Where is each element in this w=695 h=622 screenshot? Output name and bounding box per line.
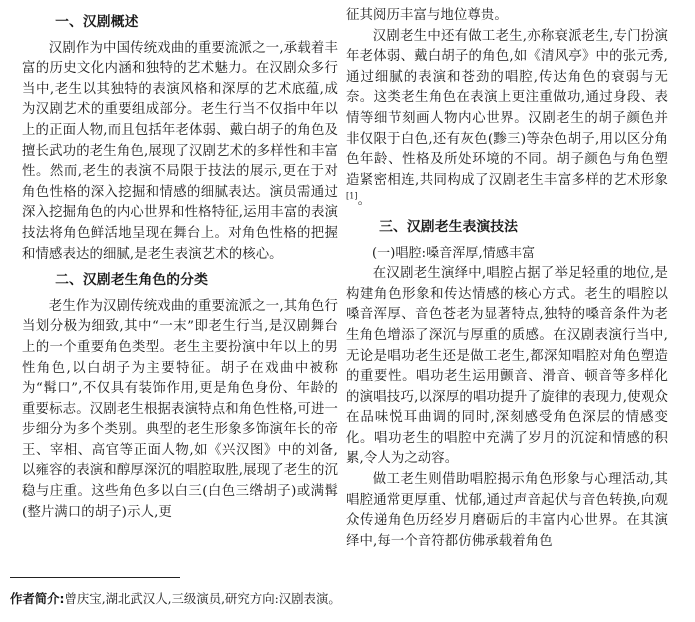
author-footnote xyxy=(10,590,341,608)
paragraph-overview: 汉剧作为中国传统戏曲的重要流派之一,承载着丰富的历史文化内涵和独特的艺术魅力。在汉剧众多行当中,老生以其独特的表演风格和深厚的艺术底蕴,成为汉剧艺术的重要组成部分。老生行当不仅指中年以上的正面人物,而且包括年老体弱、戴白胡子的角色及擅长武功的老生角色,展现了汉剧艺术的多样性和丰富性。然而,老生的表演不局限于技法的展示,更在于对角色性格的深入挖掘和情感的细腻表达。演员需通过深入挖掘角色的内心世界和性格特征,运用丰富的表演技法将角色鲜活地呈现在舞台上。对角色性格的把握和情感表达的细腻,是老生表演艺术的核心。 xyxy=(22,40,338,262)
paragraph-singing-2: 做工老生则借助唱腔揭示角色形象与心理活动,其唱腔通常更厚重、忧郁,通过声音起伏与音色转换,向观众传递角色历经岁月磨砺后的丰富内心世界。在其演绎中,每一个音符都仿佛承载着角色 xyxy=(346,472,668,549)
right-column xyxy=(346,6,668,552)
left-column xyxy=(22,6,338,523)
paragraph-beard-types-text: 汉剧老生中还有做工老生,亦称衰派老生,专门扮演年老体弱、戴白胡子的角色,如《清风亭》中的张元秀,通过细腻的表演和苍劲的唱腔,传达角色的衰弱与无奈。这类老生角色在表演上更注重做功,通过身段、表情等细节刻画人物内心世界。汉剧老生的胡子颜色并非仅限于白色,还有灰色(黪三)等杂色胡子,用以区分角色年龄、性格及所处环境的不同。胡子颜色与角色塑造紧密相连,共同构成了汉剧老生丰富多样的艺术形象 xyxy=(346,28,668,188)
citation-1: [1] xyxy=(346,191,358,201)
paragraph-continuation: 征其阅历丰富与地位尊贵。 xyxy=(346,8,508,23)
paragraph-singing-1: 在汉剧老生演绎中,唱腔占据了举足轻重的地位,是构建角色形象和传达情感的核心方式。老生的唱腔以嗓音浑厚、音色苍老为显著特点,独特的嗓音条件为老生角色增添了深沉与厚重的质感。在汉剧表演行当中,无论是唱功老生还是做工老生,都深知唱腔对角色塑造的重要性。唱功老生运用颤音、滑音、顿音等多样化的演唱技巧,以深厚的唱功提升了旋律的表现力,使观众在品味悦耳曲调的同时,深刻感受角色深层的情感变化。唱功老生的唱腔中充满了岁月的沉淀和情感的积累,令人为之动容。 xyxy=(346,266,668,467)
paragraph-beard-types-end: 。 xyxy=(357,193,372,209)
section-heading-overview: 一、汉剧概述 xyxy=(55,14,139,30)
paragraph-beard-types xyxy=(346,27,668,212)
subheading-singing: (一)唱腔:嗓音浑厚,情感丰富 xyxy=(372,245,536,261)
paragraph-classification: 老生作为汉剧传统戏曲的重要流派之一,其角色行当划分极为细致,其中“一末”即老生行当,是汉剧舞台上的一个重要角色类型。老生主要扮演中年以上的男性角色,以白胡子为主要特征。胡子在戏曲中被称为“髯口”,不仅具有装饰作用,更是角色身份、年龄的重要标志。汉剧老生根据表演特点和角色性格,可进一步细分为多个类别。典型的老生形象多饰演年长的帝王、宰相、高官等正面人物,如《兴汉图》中的刘备,以雍容的表演和醇厚深沉的唱腔取胜,展现了老生的沉稳与庄重。这些角色多以白三(白色三绺胡子)或满髯(整片满口的胡子)示人,更 xyxy=(22,298,338,520)
footnote-text: 曾庆宝,湖北武汉人,三级演员,研究方向:汉剧表演。 xyxy=(64,591,341,606)
section-heading-classification: 二、汉剧老生角色的分类 xyxy=(55,272,208,289)
footnote-label: 作者简介: xyxy=(10,591,65,606)
footnote-divider xyxy=(10,577,180,578)
section-heading-techniques: 三、汉剧老生表演技法 xyxy=(379,218,519,235)
